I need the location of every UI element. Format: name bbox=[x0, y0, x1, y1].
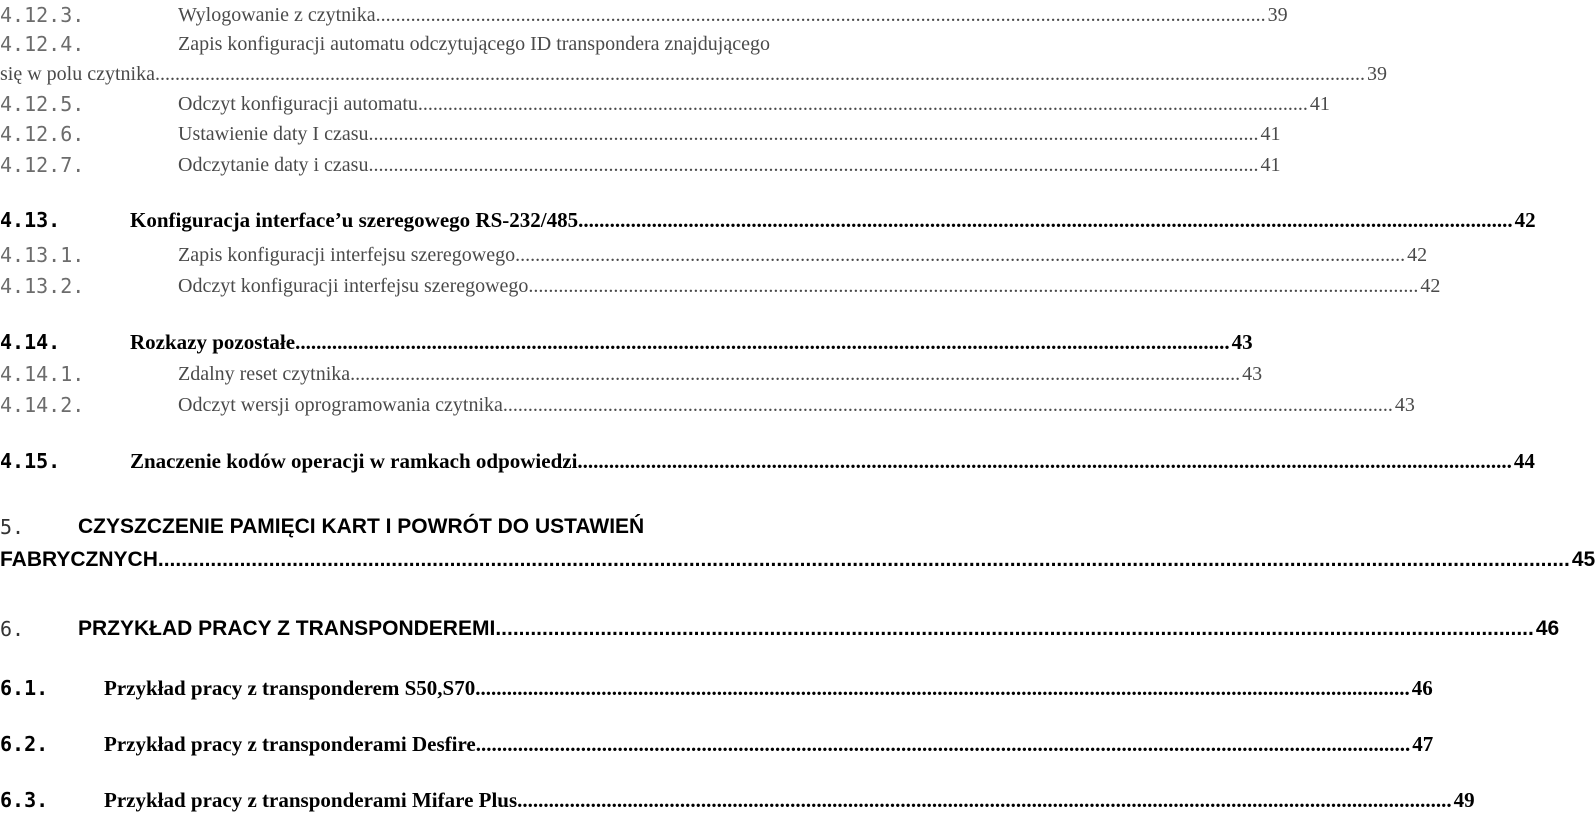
toc-entry-title: Przykład pracy z transponderem S50,S70 bbox=[104, 676, 476, 700]
toc-entry-number: 4.12.5. bbox=[0, 92, 85, 116]
toc-entry-number: 6.1. bbox=[0, 676, 49, 700]
toc-entry-page: 43 bbox=[1242, 363, 1263, 385]
toc-entry-number: 4.13.2. bbox=[0, 274, 85, 298]
toc-entry-page: 41 bbox=[1260, 154, 1281, 176]
toc-entry-title: Zdalny reset czytnika bbox=[178, 363, 351, 385]
toc-entry-title: CZYSZCZENIE PAMIĘCI KART I POWRÓT DO USTAWIEŃ bbox=[78, 515, 645, 538]
toc-entry-title: Odczyt konfiguracji interfejsu szeregowego bbox=[178, 275, 529, 297]
toc-entry-title-continuation: FABRYCZNYCH bbox=[0, 548, 158, 571]
toc-entry[interactable] bbox=[0, 446, 1535, 476]
toc-entry-number: 4.12.6. bbox=[0, 122, 85, 146]
dot-leader: .................................................................................................................................................................................. bbox=[475, 732, 1411, 756]
toc-entry[interactable] bbox=[0, 614, 1560, 644]
toc-entry[interactable] bbox=[0, 89, 1330, 119]
toc-entry-number: 6.3. bbox=[0, 788, 49, 812]
toc-entry-title: PRZYKŁAD PRACY Z TRANSPONDEREMI bbox=[78, 617, 496, 640]
toc-entry-page: 43 bbox=[1231, 330, 1253, 354]
toc-entry-number: 4.12.4. bbox=[0, 32, 85, 56]
toc-entry-title: Zapis konfiguracji interfejsu szeregowego bbox=[178, 244, 516, 266]
toc-entry-page: 43 bbox=[1394, 394, 1415, 416]
toc-entry[interactable] bbox=[0, 29, 1387, 89]
dot-leader: .................................................................................................................................................................................. bbox=[475, 676, 1410, 700]
toc-entry-title: Odczyt konfiguracji automatu bbox=[178, 93, 418, 115]
toc-entry-number: 5. bbox=[0, 515, 25, 539]
dot-leader: .................................................................................................................................................................................................................................................. bbox=[154, 63, 1365, 85]
dot-leader: .................................................................................................................................................................................. bbox=[578, 208, 1513, 232]
toc-entry-page: 39 bbox=[1366, 63, 1387, 85]
toc-entry[interactable] bbox=[0, 119, 1281, 149]
dot-leader: .................................................................................................................................................................................. bbox=[350, 363, 1241, 385]
dot-leader: .................................................................................................................................................................................. bbox=[295, 330, 1230, 354]
toc-entry-number: 4.12.3. bbox=[0, 3, 85, 27]
toc-entry-title: Rozkazy pozostałe bbox=[130, 330, 296, 354]
toc-entry[interactable] bbox=[0, 729, 1434, 759]
toc-entry[interactable] bbox=[0, 359, 1263, 389]
toc-entry[interactable] bbox=[0, 673, 1433, 703]
dot-leader: .................................................................................................................................................................................. bbox=[417, 93, 1308, 115]
toc-entry-page: 41 bbox=[1309, 93, 1330, 115]
toc-entry-title: Przykład pracy z transponderami Mifare Plus bbox=[104, 788, 518, 812]
toc-entry[interactable] bbox=[0, 512, 1595, 574]
toc-entry-title: Odczytanie daty i czasu bbox=[178, 154, 369, 176]
toc-entry-title: Odczyt wersji oprogramowania czytnika bbox=[178, 394, 503, 416]
toc-entry-page: 42 bbox=[1407, 244, 1428, 266]
toc-entry[interactable] bbox=[0, 390, 1415, 420]
toc-entry-page: 46 bbox=[1535, 617, 1560, 640]
toc-entry-page: 49 bbox=[1453, 788, 1475, 812]
toc-entry-page: 45 bbox=[1571, 548, 1595, 571]
toc-entry-number: 4.14.2. bbox=[0, 393, 85, 417]
dot-leader: .................................................................................................................................................................................. bbox=[375, 4, 1266, 26]
toc-entry[interactable] bbox=[0, 327, 1253, 357]
toc-entry-number: 4.13. bbox=[0, 208, 61, 232]
toc-entry-page: 42 bbox=[1420, 275, 1441, 297]
toc-entry-number: 4.15. bbox=[0, 449, 61, 473]
toc-entry[interactable] bbox=[0, 205, 1536, 235]
toc-entry-number: 4.14.1. bbox=[0, 362, 85, 386]
dot-leader: .................................................................................................................................................................................. bbox=[495, 617, 1534, 640]
toc-entry-number: 4.14. bbox=[0, 330, 61, 354]
toc-entry-title: Konfiguracja interface’u szeregowego RS-232/485 bbox=[130, 208, 579, 232]
toc-entry[interactable] bbox=[0, 271, 1441, 301]
toc-entry-title-continuation: się w polu czytnika bbox=[0, 63, 155, 85]
toc-entry[interactable] bbox=[0, 150, 1281, 180]
dot-leader: .................................................................................................................................................................................. bbox=[528, 275, 1419, 297]
toc-entry-title: Wylogowanie z czytnika bbox=[178, 4, 376, 26]
toc-entry-page: 42 bbox=[1514, 208, 1536, 232]
dot-leader: .................................................................................................................................................................................. bbox=[515, 244, 1406, 266]
toc-entry-title: Przykład pracy z transponderami Desfire bbox=[104, 732, 476, 756]
toc-entry[interactable] bbox=[0, 785, 1475, 815]
dot-leader: .................................................................................................................................................................................. bbox=[577, 449, 1512, 473]
toc-entry-page: 39 bbox=[1267, 4, 1288, 26]
toc-entry-number: 6. bbox=[0, 617, 25, 641]
toc-entry-page: 46 bbox=[1411, 676, 1433, 700]
dot-leader: .................................................................................................................................................................................. bbox=[517, 788, 1452, 812]
toc-entry-page: 44 bbox=[1513, 449, 1535, 473]
dot-leader: .................................................................................................................................................................................. bbox=[368, 154, 1259, 176]
dot-leader: .................................................................................................................................................................................................................................................. bbox=[157, 548, 1570, 571]
toc-entry-page: 47 bbox=[1412, 732, 1434, 756]
toc-entry-title: Zapis konfiguracji automatu odczytującego ID transpondera znajdującego bbox=[178, 33, 770, 55]
toc-entry-title: Znaczenie kodów operacji w ramkach odpowiedzi bbox=[130, 449, 578, 473]
toc-entry-number: 4.13.1. bbox=[0, 243, 85, 267]
dot-leader: .................................................................................................................................................................................. bbox=[368, 123, 1259, 145]
toc-entry-title: Ustawienie daty I czasu bbox=[178, 123, 369, 145]
toc-entry[interactable] bbox=[0, 0, 1288, 30]
toc-entry-number: 4.12.7. bbox=[0, 153, 85, 177]
toc-entry-number: 6.2. bbox=[0, 732, 49, 756]
dot-leader: .................................................................................................................................................................................. bbox=[502, 394, 1393, 416]
toc-entry[interactable] bbox=[0, 240, 1428, 270]
toc-entry-page: 41 bbox=[1260, 123, 1281, 145]
